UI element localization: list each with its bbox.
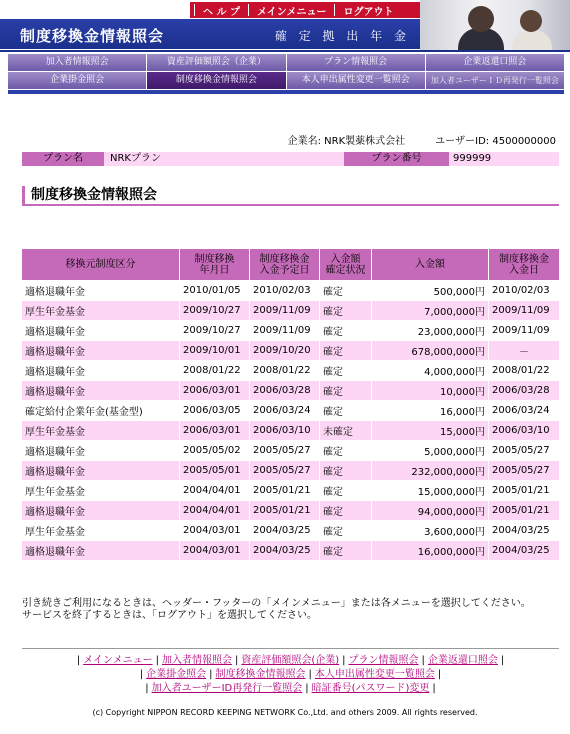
- table-row: [22, 421, 559, 440]
- col-header: 制度移換金 入金日: [489, 249, 559, 280]
- table-cell: －: [489, 341, 559, 360]
- footer-separator: |: [308, 669, 312, 680]
- table-cell: 厚生年金基金: [22, 421, 180, 440]
- table-cell: 2004/03/25: [489, 541, 559, 560]
- footer-link[interactable]: 本人申出属性変更一覧照会: [314, 669, 435, 680]
- nav-company-contribution[interactable]: 企業掛金照会: [8, 72, 146, 89]
- nav-menu: [8, 54, 564, 90]
- table-cell: 3,600,000円: [372, 521, 489, 540]
- logout-link[interactable]: ログアウト: [343, 6, 394, 18]
- table-cell: 確定: [320, 361, 372, 380]
- footer-link[interactable]: 企業掛金照会: [146, 669, 207, 680]
- table-cell: 適格退職年金: [22, 361, 180, 380]
- nav-transfer-info[interactable]: 制度移換金情報照会: [147, 72, 285, 89]
- table-cell: 2004/03/25: [489, 521, 559, 540]
- table-cell: 2009/10/27: [180, 321, 250, 340]
- table-cell: 2009/11/09: [250, 321, 320, 340]
- page-title: 制度移換金情報照会: [20, 27, 165, 45]
- table-cell: 確定: [320, 501, 372, 520]
- page-header: [0, 0, 570, 58]
- table-cell: 適格退職年金: [22, 381, 180, 400]
- header-divider: [0, 50, 570, 52]
- table-cell: 確定: [320, 441, 372, 460]
- table-cell: 2005/01/21: [250, 501, 320, 520]
- table-row: [22, 481, 559, 500]
- person-head-icon: [520, 10, 542, 32]
- table-cell: 2005/01/21: [489, 481, 559, 500]
- table-row: [22, 381, 559, 400]
- table-cell: 確定: [320, 281, 372, 300]
- table-cell: 2006/03/28: [489, 381, 559, 400]
- top-menu: [190, 2, 420, 18]
- copyright: (c) Copyright NIPPON RECORD KEEPING NETWORK Co.,Ltd. and others 2009. All rights reserved.: [92, 708, 478, 717]
- nav-row-1: [8, 54, 564, 71]
- footer-separator: |: [139, 669, 144, 680]
- footer-separator: |: [342, 655, 346, 666]
- table-cell: 2004/03/01: [180, 541, 250, 560]
- table-header-row: [22, 249, 559, 280]
- table-cell: 2009/10/20: [250, 341, 320, 360]
- company-info: 企業名: NRK製薬株式会社: [287, 136, 406, 147]
- table-cell: 2004/04/01: [180, 481, 250, 500]
- table-cell: 確定: [320, 541, 372, 560]
- table-cell: 2006/03/05: [180, 401, 250, 420]
- table-cell: 2005/05/27: [250, 461, 320, 480]
- table-cell: 確定: [320, 321, 372, 340]
- plan-name-value: NRKプラン: [110, 153, 161, 164]
- table-cell: 2006/03/24: [250, 401, 320, 420]
- footer-link[interactable]: 加入者ユーザーID再発行一覧照会: [151, 683, 303, 694]
- note-line: サービスを終了するときは、「ログアウト」を選択してください。: [22, 610, 317, 621]
- table-row: [22, 501, 559, 520]
- nav-member-info[interactable]: 加入者情報照会: [8, 54, 146, 71]
- plan-info-row: [22, 152, 559, 166]
- footer-link-line: [22, 668, 559, 682]
- top-menu-divider: [248, 4, 249, 16]
- table-cell: 2005/01/21: [489, 501, 559, 520]
- nav-divider: [8, 90, 564, 94]
- table-cell: 2009/11/09: [489, 321, 559, 340]
- top-menu-divider: [194, 4, 195, 16]
- table-cell: 2010/01/05: [180, 281, 250, 300]
- table-cell: 2009/11/09: [489, 301, 559, 320]
- table-cell: 2004/03/01: [180, 521, 250, 540]
- table-cell: 2005/05/27: [489, 461, 559, 480]
- table-cell: 適格退職年金: [22, 321, 180, 340]
- table-cell: 4,000,000円: [372, 361, 489, 380]
- footer-separator: |: [500, 655, 505, 666]
- table-cell: 2005/05/02: [180, 441, 250, 460]
- table-cell: 16,000円: [372, 401, 489, 420]
- footer-separator: |: [437, 669, 442, 680]
- nav-row-2: [8, 72, 564, 89]
- nav-plan-info[interactable]: プラン情報照会: [287, 54, 425, 71]
- table-cell: 2009/10/27: [180, 301, 250, 320]
- plan-number-label: プラン番号: [344, 152, 449, 166]
- nav-asset-valuation[interactable]: 資産評価額照会（企業）: [147, 54, 285, 71]
- note-line: 引き続きご利用になるときは、ヘッダー・フッターの「メインメニュー」または各メニューを選択してください。: [22, 598, 531, 609]
- table-cell: 678,000,000円: [372, 341, 489, 360]
- col-header: 入金額: [372, 249, 489, 280]
- table-cell: 2008/01/22: [250, 361, 320, 380]
- footer-separator: |: [209, 669, 213, 680]
- table-cell: 2005/01/21: [250, 481, 320, 500]
- table-cell: 適格退職年金: [22, 461, 180, 480]
- table-cell: 適格退職年金: [22, 341, 180, 360]
- footer-link[interactable]: 加入者情報照会: [161, 655, 232, 666]
- table-body: [22, 281, 559, 560]
- table-row: [22, 281, 559, 300]
- footer-link-line: [22, 654, 559, 668]
- user-id: 4500000000: [492, 136, 556, 147]
- table-cell: 2004/04/01: [180, 501, 250, 520]
- table-cell: 2006/03/24: [489, 401, 559, 420]
- footer-separator: |: [155, 655, 159, 666]
- table-cell: 確定: [320, 481, 372, 500]
- table-row: [22, 461, 559, 480]
- table-cell: 確定: [320, 341, 372, 360]
- table-cell: 94,000,000円: [372, 501, 489, 520]
- col-header: 制度移換 年月日: [180, 249, 250, 280]
- table-cell: 適格退職年金: [22, 441, 180, 460]
- page-subtitle: 確 定 拠 出 年 金: [274, 29, 410, 43]
- col-header: 移換元制度区分: [22, 249, 180, 280]
- footer-link[interactable]: 暗証番号(パスワード)変更: [311, 683, 430, 694]
- table-cell: 適格退職年金: [22, 281, 180, 300]
- footer-link[interactable]: 企業返還口照会: [427, 655, 498, 666]
- table-cell: 2006/03/10: [250, 421, 320, 440]
- table-row: [22, 321, 559, 340]
- footer-link[interactable]: 資産評価額照会(企業): [241, 655, 340, 666]
- table-cell: 2004/03/25: [250, 541, 320, 560]
- table-cell: 500,000円: [372, 281, 489, 300]
- nav-company-return[interactable]: 企業返還口照会: [426, 54, 564, 71]
- table-cell: 7,000,000円: [372, 301, 489, 320]
- table-cell: 2006/03/10: [489, 421, 559, 440]
- table-cell: 確定: [320, 401, 372, 420]
- table-cell: 232,000,000円: [372, 461, 489, 480]
- table-row: [22, 301, 559, 320]
- table-cell: 適格退職年金: [22, 541, 180, 560]
- table-cell: 確定: [320, 461, 372, 480]
- table-row: [22, 341, 559, 360]
- table-cell: 2006/03/01: [180, 421, 250, 440]
- table-cell: 2005/05/27: [489, 441, 559, 460]
- section-title: 制度移換金情報照会: [22, 186, 559, 206]
- table-row: [22, 541, 559, 560]
- top-menu-divider: [334, 4, 335, 16]
- table-cell: 2009/10/01: [180, 341, 250, 360]
- table-row: [22, 521, 559, 540]
- nav-attribute-change[interactable]: 本人申出属性変更一覧照会: [287, 72, 425, 89]
- footer-separator: |: [234, 655, 239, 666]
- help-link[interactable]: ヘ ル プ: [203, 6, 240, 18]
- table-cell: 15,000円: [372, 421, 489, 440]
- footer-separator: |: [305, 683, 309, 694]
- footer-separator: |: [421, 655, 425, 666]
- col-header: 制度移換金 入金予定日: [250, 249, 320, 280]
- table-cell: 23,000,000円: [372, 321, 489, 340]
- table-cell: 2010/02/03: [489, 281, 559, 300]
- table-cell: 厚生年金基金: [22, 301, 180, 320]
- table-cell: 2009/11/09: [250, 301, 320, 320]
- table-cell: 確定: [320, 381, 372, 400]
- table-row: [22, 441, 559, 460]
- footer-separator: |: [432, 683, 436, 694]
- plan-name-label: プラン名: [22, 152, 104, 166]
- table-cell: 確定: [320, 301, 372, 320]
- title-bar: [0, 19, 420, 49]
- table-row: [22, 401, 559, 420]
- table-cell: 2008/01/22: [180, 361, 250, 380]
- footer-separator: |: [76, 655, 81, 666]
- table-cell: 10,000円: [372, 381, 489, 400]
- table-cell: 2006/03/28: [250, 381, 320, 400]
- footer-divider: [22, 648, 559, 649]
- table-cell: 2005/05/01: [180, 461, 250, 480]
- header-photo: [420, 0, 570, 52]
- plan-number-value: 999999: [453, 153, 492, 164]
- table-row: [22, 361, 559, 380]
- table-cell: 5,000,000円: [372, 441, 489, 460]
- transfer-table: [22, 248, 559, 561]
- footer-link[interactable]: メインメニュー: [83, 655, 153, 666]
- company-name: NRK製薬株式会社: [324, 136, 406, 147]
- table-cell: 15,000,000円: [372, 481, 489, 500]
- table-cell: 2008/01/22: [489, 361, 559, 380]
- table-cell: 確定: [320, 521, 372, 540]
- person-head-icon: [468, 6, 494, 32]
- footer-link-line: [22, 682, 559, 696]
- table-cell: 厚生年金基金: [22, 521, 180, 540]
- table-cell: 適格退職年金: [22, 501, 180, 520]
- footer-link[interactable]: 制度移換金情報照会: [215, 669, 306, 680]
- footer-link[interactable]: プラン情報照会: [348, 655, 419, 666]
- table-cell: 厚生年金基金: [22, 481, 180, 500]
- table-cell: 確定給付企業年金(基金型): [22, 401, 180, 420]
- table-cell: 2005/05/27: [250, 441, 320, 460]
- nav-userid-reissue[interactable]: 加入者ユーザーＩＤ再発行一覧照会: [426, 72, 564, 89]
- usage-note: [22, 598, 531, 622]
- footer-separator: |: [145, 683, 149, 694]
- main-menu-link[interactable]: メインメニュー: [256, 6, 327, 18]
- table-cell: 未確定: [320, 421, 372, 440]
- table-cell: 2006/03/01: [180, 381, 250, 400]
- table-cell: 16,000,000円: [372, 541, 489, 560]
- user-id-info: ユーザーID: 4500000000: [435, 136, 556, 147]
- col-header: 入金額 確定状況: [320, 249, 372, 280]
- table-cell: 2010/02/03: [250, 281, 320, 300]
- user-info: [288, 132, 556, 147]
- table-cell: 2004/03/25: [250, 521, 320, 540]
- footer-links: [22, 654, 559, 696]
- person-body-icon: [512, 30, 552, 52]
